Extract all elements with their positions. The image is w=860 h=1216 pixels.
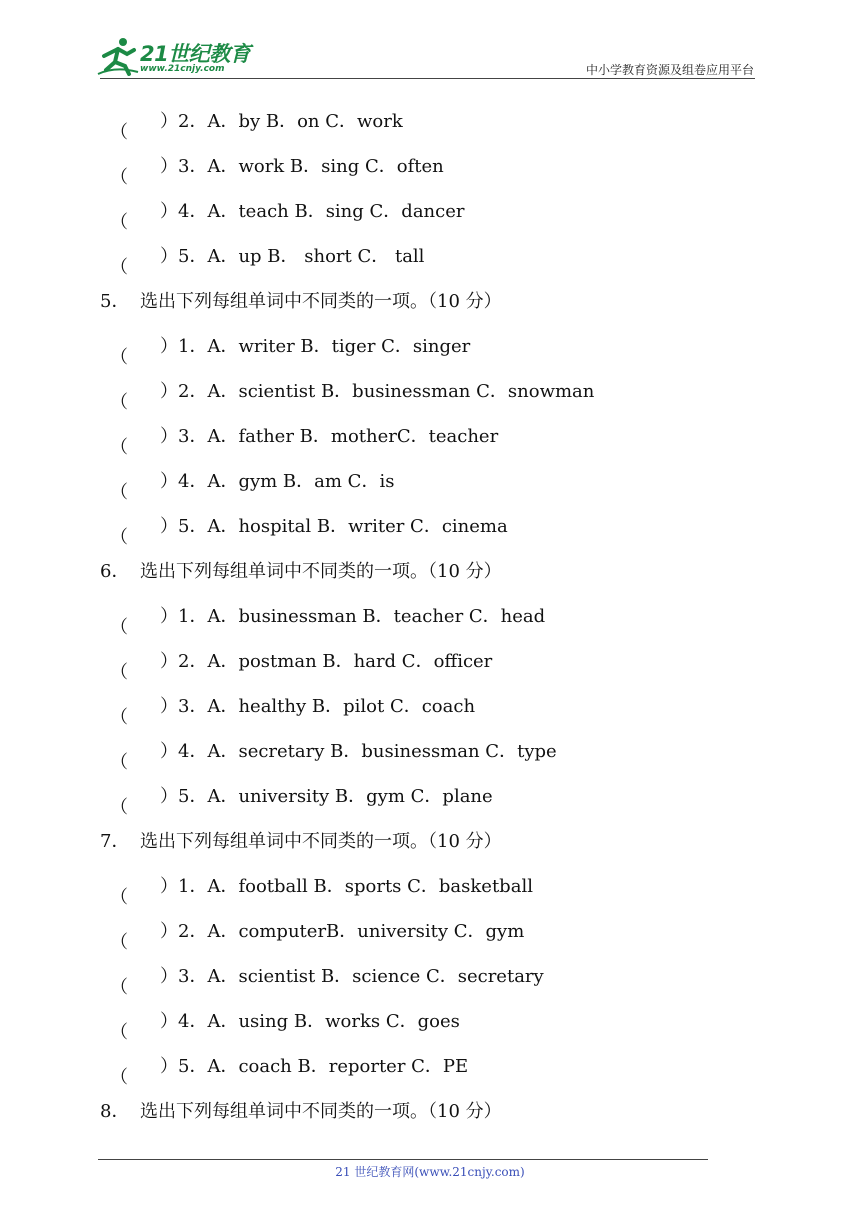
page-header: [0, 0, 860, 80]
section-title: 选出下列每组单词中不同类的一项。（10 分）: [140, 831, 502, 852]
logo-url: www.21cnjy.com: [140, 64, 225, 74]
question-line: （ ）3．A．father B．motherC．teacher: [100, 414, 760, 459]
logo: [96, 36, 266, 80]
question-text: ）3．A．work B．sing C．often: [160, 156, 444, 177]
question-line: （ ）5．A．coach B．reporter C．PE: [100, 1044, 760, 1089]
question-line: （ ）4．A．gym B．am C．is: [100, 459, 760, 504]
question-line: （ ）5．A．hospital B．writer C．cinema: [100, 504, 760, 549]
section-title: 选出下列每组单词中不同类的一项。（10 分）: [140, 291, 502, 312]
question-line: （ ）3．A．healthy B．pilot C．coach: [100, 684, 760, 729]
section-heading: [100, 549, 760, 594]
question-text: ）4．A．secretary B．businessman C．type: [160, 741, 557, 762]
section-number: 6．: [100, 561, 130, 582]
question-line: （ ）2．A．computerB．university C．gym: [100, 909, 760, 954]
question-text: ）4．A．gym B．am C．is: [160, 471, 395, 492]
question-text: ）3．A．scientist B．science C．secretary: [160, 966, 544, 987]
question-text: ）2．A．postman B．hard C．officer: [160, 651, 493, 672]
question-line: （ ）2．A．scientist B．businessman C．snowman: [100, 369, 760, 414]
section-heading: [100, 279, 760, 324]
question-text: ）4．A．teach B．sing C．dancer: [160, 201, 465, 222]
question-line: （ ）3．A．work B．sing C．often: [100, 144, 760, 189]
question-text: ）2．A．by B．on C．work: [160, 111, 403, 132]
question-line: （ ）4．A．using B．works C．goes: [100, 999, 760, 1044]
question-line: （ ）1．A．businessman B．teacher C．head: [100, 594, 760, 639]
question-line: （ ）3．A．scientist B．science C．secretary: [100, 954, 760, 999]
question-line: （ ）2．A．postman B．hard C．officer: [100, 639, 760, 684]
question-text: ）2．A．computerB．university C．gym: [160, 921, 525, 942]
question-line: （ ）5．A．up B． short C． tall: [100, 234, 760, 279]
section-number: 8．: [100, 1101, 130, 1122]
section-title: 选出下列每组单词中不同类的一项。（10 分）: [140, 561, 502, 582]
question-line: （ ）5．A．university B．gym C．plane: [100, 774, 760, 819]
question-text: ）4．A．using B．works C．goes: [160, 1011, 460, 1032]
question-text: ）5．A．university B．gym C．plane: [160, 786, 493, 807]
section-heading: [100, 1089, 760, 1134]
logo-text: 21世纪教育: [140, 42, 251, 66]
runner-logo-icon: [96, 36, 140, 76]
footer-divider: [98, 1159, 708, 1160]
page-footer: 21 世纪教育网(www.21cnjy.com): [335, 1165, 525, 1179]
question-list: [100, 99, 760, 1134]
question-line: （ ）4．A．secretary B．businessman C．type: [100, 729, 760, 774]
section-title: 选出下列每组单词中不同类的一项。（10 分）: [140, 1101, 502, 1122]
question-text: ）5．A．up B． short C． tall: [160, 246, 425, 267]
section-number: 5．: [100, 291, 130, 312]
question-text: ）5．A．coach B．reporter C．PE: [160, 1056, 469, 1077]
section-heading: [100, 819, 760, 864]
question-line: （ ）4．A．teach B．sing C．dancer: [100, 189, 760, 234]
question-text: ）1．A．football B．sports C．basketball: [160, 876, 533, 897]
question-line: （ ）2．A．by B．on C．work: [100, 99, 760, 144]
question-text: ）1．A．writer B．tiger C．singer: [160, 336, 471, 357]
question-text: ）3．A．father B．motherC．teacher: [160, 426, 499, 447]
question-line: （ ）1．A．writer B．tiger C．singer: [100, 324, 760, 369]
header-divider: [100, 78, 755, 79]
question-text: ）2．A．scientist B．businessman C．snowman: [160, 381, 595, 402]
question-text: ）1．A．businessman B．teacher C．head: [160, 606, 546, 627]
question-text: ）5．A．hospital B．writer C．cinema: [160, 516, 508, 537]
section-number: 7．: [100, 831, 130, 852]
header-platform-name: 中小学教育资源及组卷应用平台: [585, 63, 754, 77]
question-line: （ ）1．A．football B．sports C．basketball: [100, 864, 760, 909]
question-text: ）3．A．healthy B．pilot C．coach: [160, 696, 476, 717]
